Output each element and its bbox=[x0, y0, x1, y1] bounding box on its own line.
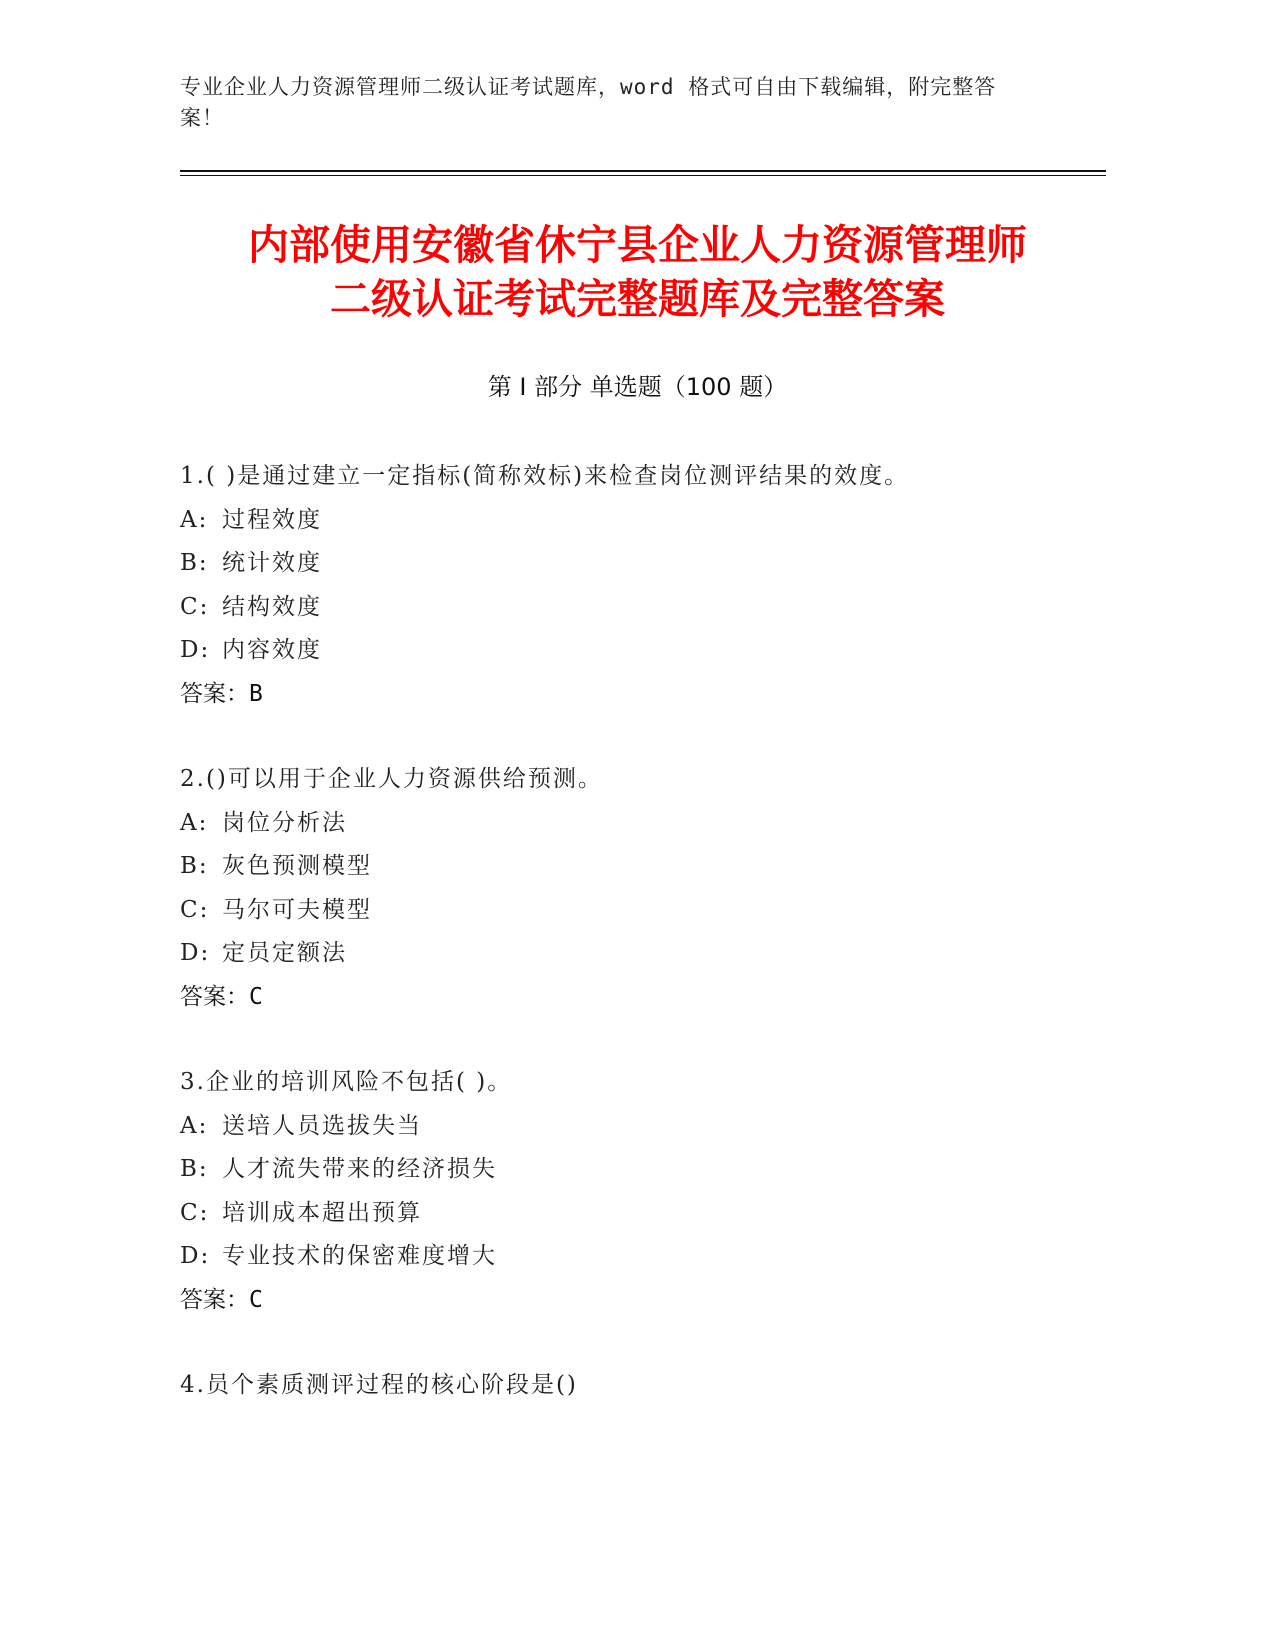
option-letter: B: bbox=[180, 550, 209, 576]
option-d bbox=[180, 932, 1080, 976]
question-stem: 3.企业的培训风险不包括( )。 bbox=[180, 1069, 513, 1095]
question-4 bbox=[180, 1364, 1080, 1408]
title-line-2: 二级认证考试完整题库及完整答案 bbox=[330, 275, 945, 323]
answer-line bbox=[180, 1279, 1080, 1323]
option-c bbox=[180, 889, 1080, 933]
option-text: 结构效度 bbox=[222, 593, 322, 620]
option-a bbox=[180, 802, 1080, 846]
option-text: 人才流失带来的经济损失 bbox=[222, 1156, 497, 1182]
answer-label: 答案： bbox=[180, 983, 249, 1010]
option-text: 内容效度 bbox=[222, 637, 322, 663]
question-3 bbox=[180, 1061, 1080, 1322]
option-c bbox=[180, 586, 1080, 630]
option-text: 专业技术的保密难度增大 bbox=[222, 1243, 497, 1269]
option-text: 马尔可夫模型 bbox=[222, 896, 372, 923]
option-letter: C: bbox=[180, 896, 210, 923]
question-2 bbox=[180, 758, 1080, 1019]
header-rule-thin bbox=[180, 175, 1106, 176]
option-d bbox=[180, 629, 1080, 673]
option-text: 送培人员选拔失当 bbox=[222, 1112, 422, 1139]
answer-value: C bbox=[249, 983, 263, 1010]
option-letter: A: bbox=[180, 1112, 209, 1139]
question-stem: 2.()可以用于企业人力资源供给预测。 bbox=[180, 766, 603, 792]
option-letter: D: bbox=[180, 1243, 211, 1269]
title-line-1: 内部使用安徽省休宁县企业人力资源管理师 bbox=[248, 221, 1027, 269]
option-letter: D: bbox=[180, 637, 211, 663]
option-text: 岗位分析法 bbox=[222, 809, 347, 836]
answer-line bbox=[180, 673, 1080, 717]
option-letter: C: bbox=[180, 593, 210, 620]
option-letter: A: bbox=[180, 809, 209, 836]
question-list bbox=[180, 455, 1080, 1450]
option-letter: C: bbox=[180, 1199, 210, 1226]
option-text: 过程效度 bbox=[222, 506, 322, 533]
option-letter: B: bbox=[180, 853, 209, 879]
question-1 bbox=[180, 455, 1080, 716]
option-text: 培训成本超出预算 bbox=[222, 1199, 422, 1226]
option-a bbox=[180, 1105, 1080, 1149]
option-c bbox=[180, 1192, 1080, 1236]
option-letter: A: bbox=[180, 506, 209, 533]
answer-value: C bbox=[249, 1286, 263, 1313]
answer-label: 答案： bbox=[180, 680, 249, 707]
option-text: 统计效度 bbox=[222, 550, 322, 576]
option-letter: B: bbox=[180, 1156, 209, 1182]
option-b bbox=[180, 845, 1080, 889]
option-d bbox=[180, 1235, 1080, 1279]
answer-label: 答案： bbox=[180, 1286, 249, 1313]
answer-line bbox=[180, 976, 1080, 1020]
question-stem: 1.( )是通过建立一定指标(简称效标)来检查岗位测评结果的效度。 bbox=[180, 463, 910, 489]
option-text: 灰色预测模型 bbox=[222, 853, 372, 879]
answer-value: B bbox=[249, 680, 263, 707]
document-title bbox=[150, 218, 1125, 326]
option-a bbox=[180, 499, 1080, 543]
option-text: 定员定额法 bbox=[222, 940, 347, 966]
question-stem: 4.员个素质测评过程的核心阶段是() bbox=[180, 1372, 578, 1398]
header-note: 专业企业人力资源管理师二级认证考试题库，word 格式可自由下载编辑，附完整答案！ bbox=[180, 75, 997, 130]
option-letter: D: bbox=[180, 940, 211, 966]
option-b bbox=[180, 1148, 1080, 1192]
section-heading: 第 I 部分 单选题（100 题） bbox=[487, 373, 788, 401]
option-b bbox=[180, 542, 1080, 586]
header-rule bbox=[180, 170, 1106, 172]
